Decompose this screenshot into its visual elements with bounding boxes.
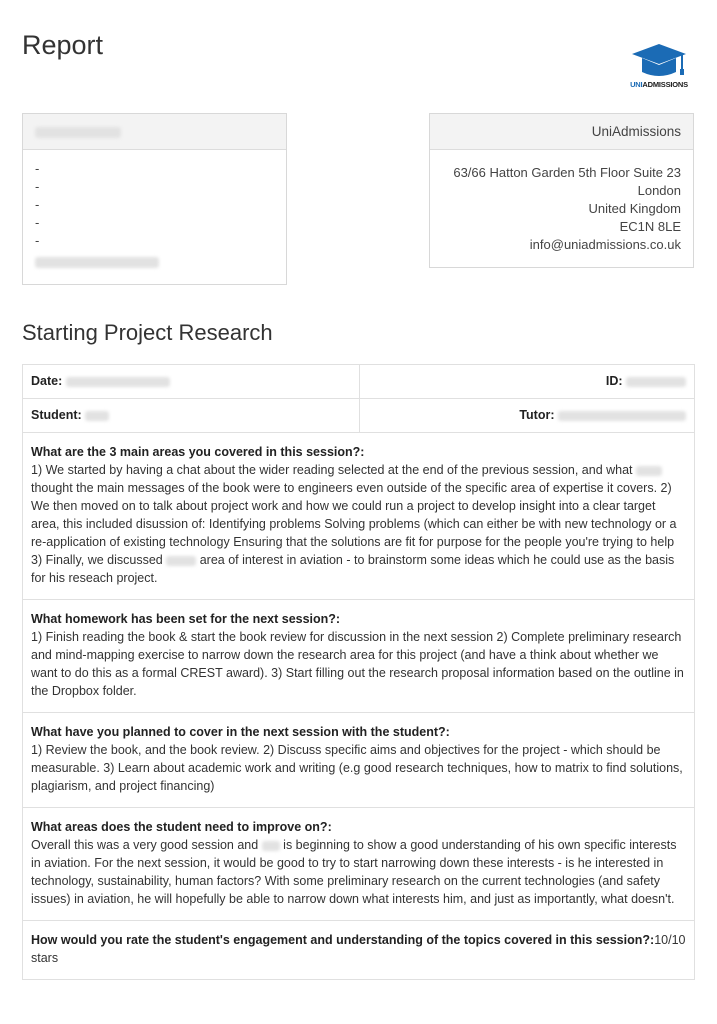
redacted-tutor — [558, 411, 686, 421]
tutor-cell — [359, 399, 695, 432]
meta-row-date-id — [23, 365, 694, 399]
rating-value: 10/10 stars — [31, 933, 686, 965]
student-name-header — [23, 114, 286, 150]
answer-text — [31, 461, 686, 587]
company-address — [430, 150, 693, 264]
qa-homework — [23, 600, 694, 713]
answer-text: 1) Review the book, and the book review. 2) Discuss specific aims and objectives for the project - which should be measurable. 3) Learn about academic work and writing (e.g good research techniques, how to matrix to find solutions, plagiarism, and project financing) — [31, 743, 683, 793]
address-line: London — [637, 183, 681, 198]
redacted-name — [166, 556, 196, 566]
answer-part: thought the main messages of the book were to engineers even outside of the specific area of expertise it covers. 2) We then moved on to talk about project work and how we could run a project to develop insight into a clear target area, this included disussion of: Identifying problems Solving problems (which can either be with new technology or a re-application of existing technology Ensuring that the solutions are fit for purpose for the people you're trying to help 3) Finally, we discussed — [31, 481, 677, 567]
qa-engagement-rating — [23, 921, 694, 980]
company-contact-card — [429, 113, 694, 268]
address-line: EC1N 8LE — [619, 219, 681, 234]
answer-part: area of interest in aviation - to brainstorm some ideas which he could use as the basis for his reseach project. — [31, 553, 675, 585]
student-line: - — [35, 179, 40, 194]
logo-wordmark — [626, 80, 692, 89]
question-text: What have you planned to cover in the next session with the student?: — [31, 725, 450, 739]
student-contact-details — [23, 150, 286, 281]
id-label: ID: — [605, 374, 623, 388]
student-line: - — [35, 215, 40, 230]
answer-text — [31, 836, 686, 908]
company-email: info@uniadmissions.co.uk — [529, 237, 681, 252]
session-report-table — [22, 364, 695, 980]
company-name: UniAdmissions — [430, 114, 693, 150]
answer-part: 1) We started by having a chat about the wider reading selected at the end of the previous session, and what — [31, 463, 633, 477]
uniadmissions-logo — [626, 42, 692, 92]
qa-improvements — [23, 808, 694, 921]
redacted-student-email — [35, 257, 159, 268]
question-text: What are the 3 main areas you covered in this session?: — [31, 445, 365, 459]
answer-part: is beginning to show a good understanding of his own specific interests in aviation. For the next session, it would be good to try to start narrowing down these interests - is he interested in technology, sustainability, human factors? With some preliminary research on the current technologies (and safety issues) in aviation, he will hopefully be able to narrow down what interests him, and just as importantly, what doesn't. — [31, 838, 677, 906]
student-line: - — [35, 161, 40, 176]
redacted-name — [262, 841, 280, 851]
date-cell — [23, 365, 359, 398]
student-contact-card — [22, 113, 287, 285]
qa-areas-covered — [23, 433, 694, 600]
question-text: What homework has been set for the next session?: — [31, 612, 341, 626]
question-text: How would you rate the student's engagement and understanding of the topics covered in this session?: — [31, 933, 655, 947]
redacted-student — [85, 411, 109, 421]
section-title: Starting Project Research — [22, 320, 273, 345]
date-label: Date: — [31, 374, 63, 388]
redacted-name — [636, 466, 662, 476]
redacted-id — [626, 377, 686, 387]
logo-text-admissions: ADMISSIONS — [642, 80, 688, 89]
graduation-cap-icon — [626, 42, 692, 80]
redacted-student-name — [35, 127, 121, 138]
redacted-date — [66, 377, 170, 387]
student-label: Student: — [31, 408, 82, 422]
tutor-label: Tutor: — [519, 408, 555, 422]
student-line: - — [35, 233, 40, 248]
address-line: United Kingdom — [588, 201, 681, 216]
qa-next-session-plan — [23, 713, 694, 808]
id-cell — [359, 365, 695, 398]
answer-part: Overall this was a very good session and — [31, 838, 259, 852]
meta-row-student-tutor — [23, 399, 694, 433]
logo-text-uni: UNI — [630, 80, 643, 89]
page-title: Report — [22, 30, 104, 60]
student-line: - — [35, 197, 40, 212]
answer-text: 1) Finish reading the book & start the book review for discussion in the next session 2) Complete preliminary research and mind-mapping exercise to narrow down the research area for this project (and have a think about whether we want to do this as a formal CREST award). 3) Start filling out the research proposal information based on the outline in the Dropbox folder. — [31, 630, 684, 698]
student-cell — [23, 399, 359, 432]
address-line: 63/66 Hatton Garden 5th Floor Suite 23 — [453, 165, 681, 180]
question-text: What areas does the student need to improve on?: — [31, 820, 332, 834]
